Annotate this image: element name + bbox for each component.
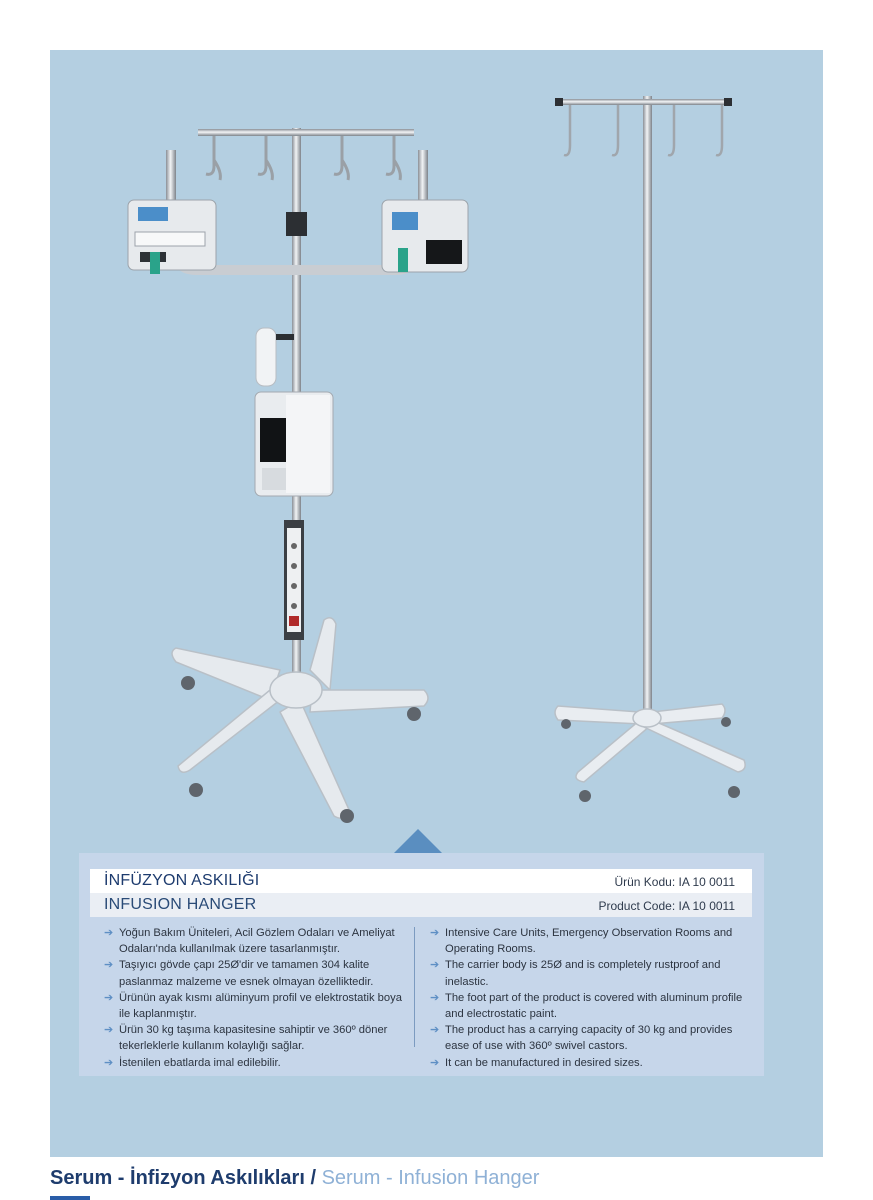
arrow-right-icon: ➔ [104, 1056, 114, 1069]
title-row-tr [90, 869, 752, 893]
features-list-en [430, 925, 754, 1071]
column-divider [414, 927, 415, 1047]
arrow-right-icon: ➔ [430, 959, 440, 972]
list-item: ➔ The foot part of the product is covered with aluminum profile and electrostatic paint. [430, 991, 743, 1021]
footer-accent-bar [50, 1196, 90, 1200]
footer-title-tr: Serum - İnfizyon Askılıkları [50, 1167, 305, 1189]
list-item: ➔ İstenilen ebatlarda imal edilebilir. [104, 1055, 408, 1071]
infusion-stand-with-pumps [128, 128, 468, 823]
footer-title-en: Serum - Infusion Hanger [321, 1167, 540, 1189]
title-row-en [90, 893, 752, 917]
list-item: ➔ Ürün 30 kg taşıma kapasitesine sahiptir ve 360º döner tekerleklerle kullanım kolaylığı sağlar. [104, 1024, 388, 1053]
arrow-right-icon: ➔ [104, 991, 114, 1004]
list-item: ➔ Ürünün ayak kısmı alüminyum profil ve elektrostatik boya ile kaplanmıştır. [104, 991, 402, 1021]
simple-iv-pole [555, 96, 745, 802]
list-item: ➔ Yoğun Bakım Üniteleri, Acil Gözlem Odaları ve Ameliyat Odaları'nda kullanılmak üzere tasarlanmıştır. [104, 927, 395, 956]
arrow-right-icon: ➔ [430, 927, 440, 939]
pointer-triangle [394, 829, 442, 853]
list-item: ➔ The product has a carrying capacity of 30 kg and provides ease of use with 360º swivel castors. [430, 1024, 733, 1053]
page-footer-title [50, 1167, 539, 1190]
list-item: ➔ Intensive Care Units, Emergency Observation Rooms and Operating Rooms. [430, 927, 733, 956]
arrow-right-icon: ➔ [430, 1024, 440, 1037]
arrow-right-icon: ➔ [104, 927, 114, 939]
arrow-right-icon: ➔ [104, 1024, 114, 1037]
arrow-right-icon: ➔ [430, 1056, 440, 1069]
footer-separator: / [304, 1167, 322, 1189]
list-item: ➔ The carrier body is 25Ø and is completely rustproof and inelastic. [430, 959, 721, 988]
features-list-tr [104, 925, 408, 1071]
list-item: ➔ Taşıyıcı gövde çapı 25Ø'dir ve tamamen 304 kalite paslanmaz malzeme ve esnek olmayan özelliktedir. [104, 959, 374, 988]
product-code-tr: Ürün Kodu: IA 10 0011 [614, 875, 735, 889]
product-name-tr: İNFÜZYON ASKILIĞI [104, 872, 260, 889]
product-code-en: Product Code: IA 10 0011 [598, 899, 735, 913]
arrow-right-icon: ➔ [430, 991, 440, 1004]
product-name-en: INFUSION HANGER [104, 896, 257, 913]
list-item: ➔ It can be manufactured in desired sizes. [430, 1055, 754, 1071]
arrow-right-icon: ➔ [104, 959, 114, 972]
